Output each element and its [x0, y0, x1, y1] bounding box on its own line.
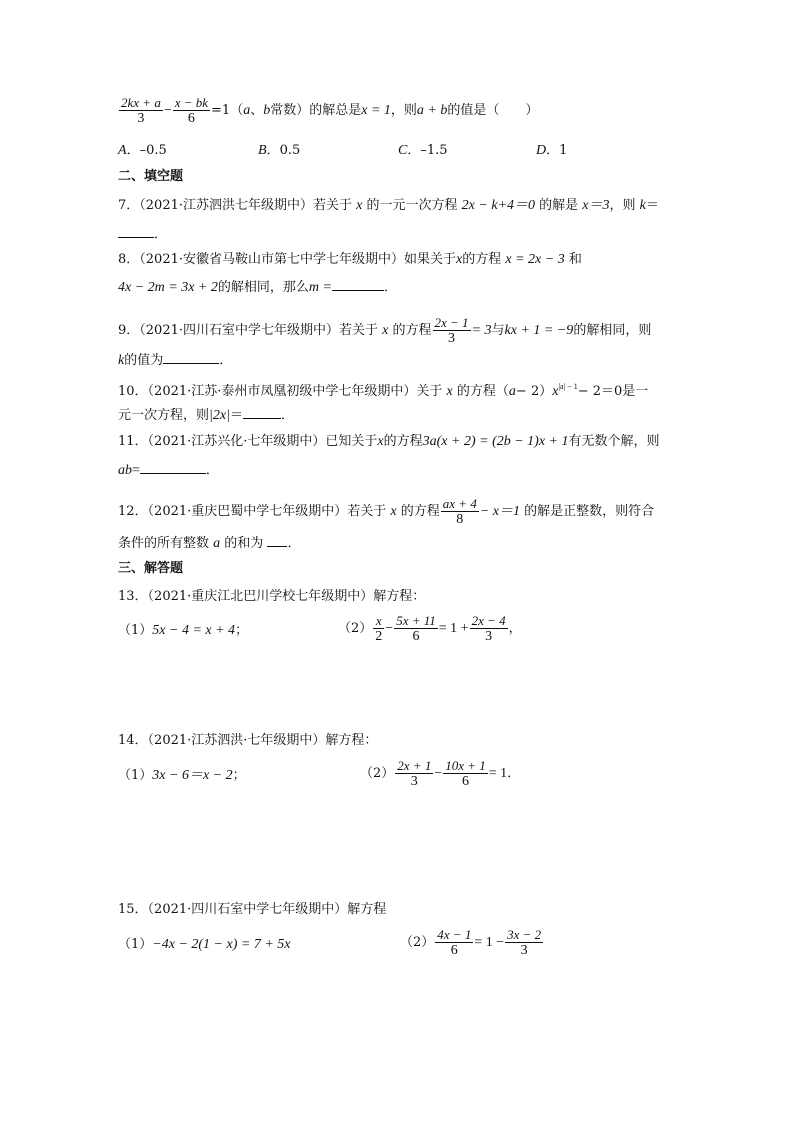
question-15-part-1: （1）−4x − 2(1 − x) = 7 + 5x [118, 937, 291, 952]
option-c: C．–1.5 [398, 143, 448, 158]
question-15-title: 15．（2021·四川石室中学七年级期中）解方程 [118, 902, 387, 917]
question-7: 7．（2021·江苏泗洪七年级期中）若关于 x 的一元一次方程 2x − k+4＝0 的解是 x＝3，则 k＝ [118, 198, 659, 213]
fraction: $\frac{10x + 1}{6}$ [445, 758, 486, 789]
question-9-line2: k的值为 ． [118, 350, 232, 371]
fraction: $\frac{2x + 1}{3}$ [397, 758, 432, 789]
question-7-blank-line: ． [118, 224, 167, 245]
fraction: $\frac{x}{2}$ [375, 613, 383, 644]
fraction: $\frac{3x - 2}{3}$ [507, 927, 542, 958]
option-a: A．–0.5 [118, 143, 167, 158]
question-9: 9．（2021·四川石室中学七年级期中）若关于 x 的方程 $\frac{2x - 1}{3}$ = 3与kx + 1 = −9的解相同，则 [118, 315, 652, 346]
fraction: $\frac{2x - 4}{3}$ [471, 613, 506, 644]
question-11-line2: ab= ． [118, 460, 219, 481]
section-heading-solve: 三、解答题 [118, 561, 184, 576]
question-15-part-2: （2） $\frac{4x - 1}{6}$ = 1 − $\frac{3x - 2}{3}$ [400, 927, 542, 958]
answer-blank[interactable] [267, 533, 287, 547]
question-12-line2: 条件的所有整数 a 的和为 ． [118, 533, 300, 554]
question-6-options [118, 141, 598, 161]
answer-blank[interactable] [140, 460, 206, 474]
fraction: $\frac{ax + 4}{8}$ [442, 496, 477, 527]
question-8: 8．（2021·安徽省马鞍山市第七中学七年级期中）如果关于x的方程 x = 2x − 3 和 [118, 252, 582, 267]
section-heading-fill-in: 二、填空题 [118, 169, 184, 184]
fraction: $\frac{x - bk}{6}$ [174, 95, 209, 126]
answer-blank[interactable] [332, 277, 384, 291]
question-14-part-1: （1）3x − 6＝x − 2； [118, 768, 246, 783]
answer-blank[interactable] [118, 224, 154, 238]
question-12: 12．（2021·重庆巴蜀中学七年级期中）若关于 x 的方程 $\frac{ax + 4}{8}$ − x＝1 的解是正整数，则符合 [118, 496, 655, 527]
option-b: B．0.5 [258, 143, 301, 158]
question-10-line2: 元一次方程，则|2x|＝ ． [118, 405, 294, 426]
answer-blank[interactable] [163, 350, 219, 364]
question-11: 11．（2021·江苏兴化·七年级期中）已知关于x的方程3a(x + 2) = (2b − 1)x + 1有无数个解，则 [118, 434, 660, 449]
fraction: $\frac{2kx + a}{3}$ [121, 95, 161, 126]
question-14-title: 14．（2021·江苏泗洪·七年级期中）解方程： [118, 733, 378, 748]
fraction: $\frac{4x - 1}{6}$ [437, 927, 472, 958]
option-d: D．1 [536, 143, 568, 158]
fraction: $\frac{2x - 1}{3}$ [434, 315, 469, 346]
fraction: $\frac{5x + 11}{6}$ [396, 613, 436, 644]
question-13-title: 13．（2021·重庆江北巴川学校七年级期中）解方程： [118, 589, 426, 604]
question-13-part-2: （2） $\frac{x}{2}$ − $\frac{5x + 11}{6}$ = 1 + $\frac{2x - 4}{3}$ ， [338, 613, 522, 644]
question-6-stem: $\frac{2kx + a}{3}$ − $\frac{x - bk}{6}$ =1（a、b常数）的解总是x = 1，则a + b的值是（ ） [121, 95, 539, 126]
question-10: 10．（2021·江苏·泰州市凤凰初级中学七年级期中）关于 x 的方程$(a- 2)x^{|a| - 1}- 2=0$是一 [118, 382, 649, 399]
question-13-part-1: （1）5x − 4 = x + 4； [118, 623, 249, 638]
answer-blank[interactable] [243, 405, 281, 419]
question-14-part-2: （2） $\frac{2x + 1}{3}$ − $\frac{10x + 1}{6}$ = 1． [360, 758, 521, 789]
question-8-line2: 4x − 2m = 3x + 2的解相同，那么m = ． [118, 277, 397, 298]
